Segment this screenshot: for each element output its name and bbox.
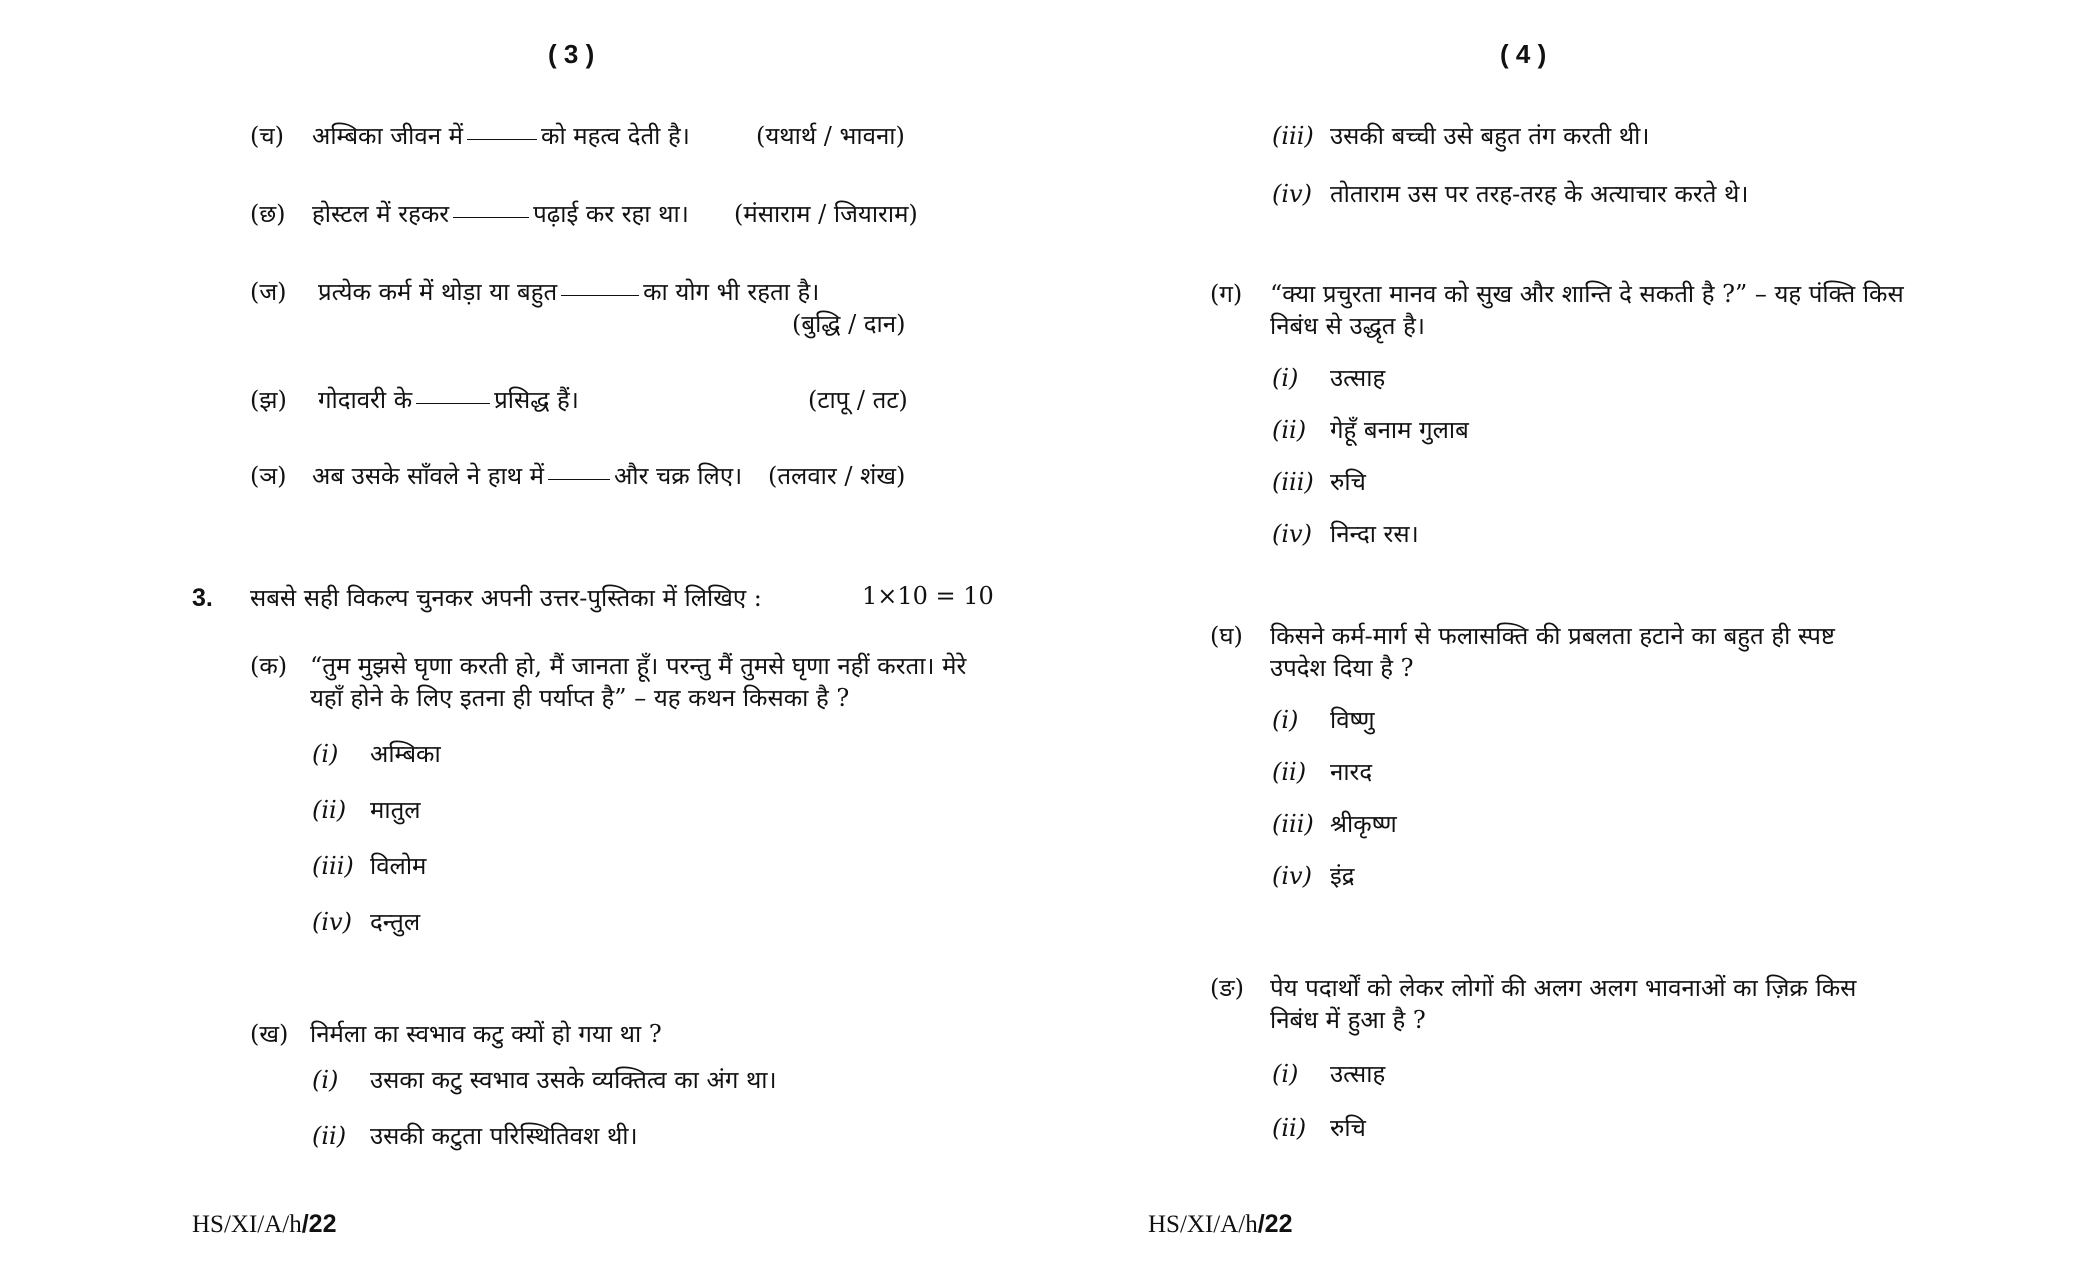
item-options: (बुद्धि / दान) — [792, 310, 906, 338]
option-number: (i) — [312, 740, 339, 768]
sub-question-label: (ङ) — [1210, 974, 1245, 1002]
page-footer: HS/XI/A/h/22 — [1148, 1210, 1293, 1238]
sub-question-label: (घ) — [1210, 622, 1243, 650]
option-number: (iv) — [1272, 862, 1312, 890]
option-text: नारद — [1330, 758, 1373, 786]
option-number: (i) — [1272, 706, 1299, 734]
option-text: तोताराम उस पर तरह-तरह के अत्याचार करते थे। — [1330, 180, 1749, 208]
page-footer: HS/XI/A/h/22 — [192, 1210, 337, 1238]
item-options: (मंसाराम / जियाराम) — [734, 200, 918, 228]
sub-question-line-2: निबंध से उद्धृत है। — [1270, 312, 1425, 340]
option-text: विष्णु — [1330, 706, 1375, 734]
sub-question-line-2: उपदेश दिया है ? — [1270, 654, 1414, 682]
page-number: ( 3 ) — [548, 39, 595, 69]
item-label: (ञ) — [250, 462, 287, 490]
question-number: 3. — [192, 584, 213, 612]
option-number: (i) — [1272, 364, 1299, 392]
option-text: इंद्र — [1330, 862, 1355, 890]
option-text: मातुल — [370, 796, 421, 824]
sub-question-text: निर्मला का स्वभाव कटु क्यों हो गया था ? — [310, 1020, 662, 1048]
sub-question-label: (ग) — [1210, 280, 1243, 308]
item-text: प्रत्येक कर्म में थोड़ा या बहुत का योग भी रहता है। — [318, 278, 820, 306]
blank-line — [416, 401, 490, 404]
option-text: उसका कटु स्वभाव उसके व्यक्तित्व का अंग था। — [370, 1066, 777, 1094]
option-text: श्रीकृष्ण — [1330, 810, 1397, 838]
page-number: ( 4 ) — [1500, 39, 1547, 69]
option-text: गेहूँ बनाम गुलाब — [1330, 416, 1469, 444]
blank-line — [548, 477, 610, 480]
option-number: (iv) — [312, 908, 352, 936]
question-marks: 1×10 = 10 — [862, 582, 994, 610]
question-text: सबसे सही विकल्प चुनकर अपनी उत्तर-पुस्तिका में लिखिए : — [250, 584, 762, 612]
item-text: अब उसके साँवले ने हाथ में और चक्र लिए। — [312, 462, 743, 490]
sub-question-line-1: किसने कर्म-मार्ग से फलासक्ति की प्रबलता हटाने का बहुत ही स्पष्ट — [1270, 622, 1835, 650]
option-number: (i) — [1272, 1060, 1299, 1088]
option-number: (ii) — [312, 1122, 347, 1150]
option-number: (ii) — [312, 796, 347, 824]
item-text: अम्बिका जीवन में को महत्व देती है। — [312, 122, 690, 150]
item-label: (ज) — [250, 278, 287, 306]
option-text: निन्दा रस। — [1330, 520, 1419, 548]
option-text: दन्तुल — [370, 908, 421, 936]
option-number: (ii) — [1272, 416, 1307, 444]
item-text: होस्टल में रहकर पढ़ाई कर रहा था। — [312, 200, 689, 228]
right-page — [1050, 0, 2100, 1275]
item-options: (टापू / तट) — [808, 386, 908, 414]
option-number: (iii) — [1272, 468, 1314, 496]
option-text: रुचि — [1330, 468, 1366, 496]
option-number: (iv) — [1272, 180, 1312, 208]
option-text: विलोम — [370, 852, 427, 880]
option-number: (i) — [312, 1066, 339, 1094]
item-options: (तलवार / शंख) — [768, 462, 906, 490]
item-options: (यथार्थ / भावना) — [756, 122, 905, 150]
option-text: अम्बिका — [370, 740, 441, 768]
sub-question-label: (ख) — [250, 1020, 289, 1048]
option-number: (iii) — [1272, 810, 1314, 838]
sub-question-line-1: पेय पदार्थों को लेकर लोगों की अलग अलग भावनाओं का ज़िक्र किस — [1270, 974, 1857, 1002]
sub-question-label: (क) — [250, 652, 288, 680]
option-text: उसकी बच्ची उसे बहुत तंग करती थी। — [1330, 122, 1650, 150]
sub-question-line-1: “क्या प्रचुरता मानव को सुख और शान्ति दे सकती है ?” – यह पंक्ति किस — [1270, 280, 1904, 308]
item-text: गोदावरी के प्रसिद्ध हैं। — [318, 386, 579, 414]
option-text: उत्साह — [1330, 364, 1386, 392]
option-text: रुचि — [1330, 1114, 1366, 1142]
sub-question-line-2: निबंध में हुआ है ? — [1270, 1006, 1426, 1034]
sub-question-line-1: “तुम मुझसे घृणा करती हो, मैं जानता हूँ। परन्तु मैं तुमसे घृणा नहीं करता। मेरे — [310, 652, 967, 680]
blank-line — [453, 215, 529, 218]
option-number: (iv) — [1272, 520, 1312, 548]
blank-line — [561, 293, 639, 296]
sub-question-line-2: यहाँ होने के लिए इतना ही पर्याप्त है” – यह कथन किसका है ? — [310, 684, 850, 712]
item-label: (च) — [250, 122, 284, 150]
blank-line — [467, 137, 537, 140]
option-number: (iii) — [312, 852, 354, 880]
option-number: (ii) — [1272, 758, 1307, 786]
option-number: (ii) — [1272, 1114, 1307, 1142]
item-label: (झ) — [250, 386, 287, 414]
item-label: (छ) — [250, 200, 286, 228]
option-text: उत्साह — [1330, 1060, 1386, 1088]
option-number: (iii) — [1272, 122, 1314, 150]
option-text: उसकी कटुता परिस्थितिवश थी। — [370, 1122, 638, 1150]
